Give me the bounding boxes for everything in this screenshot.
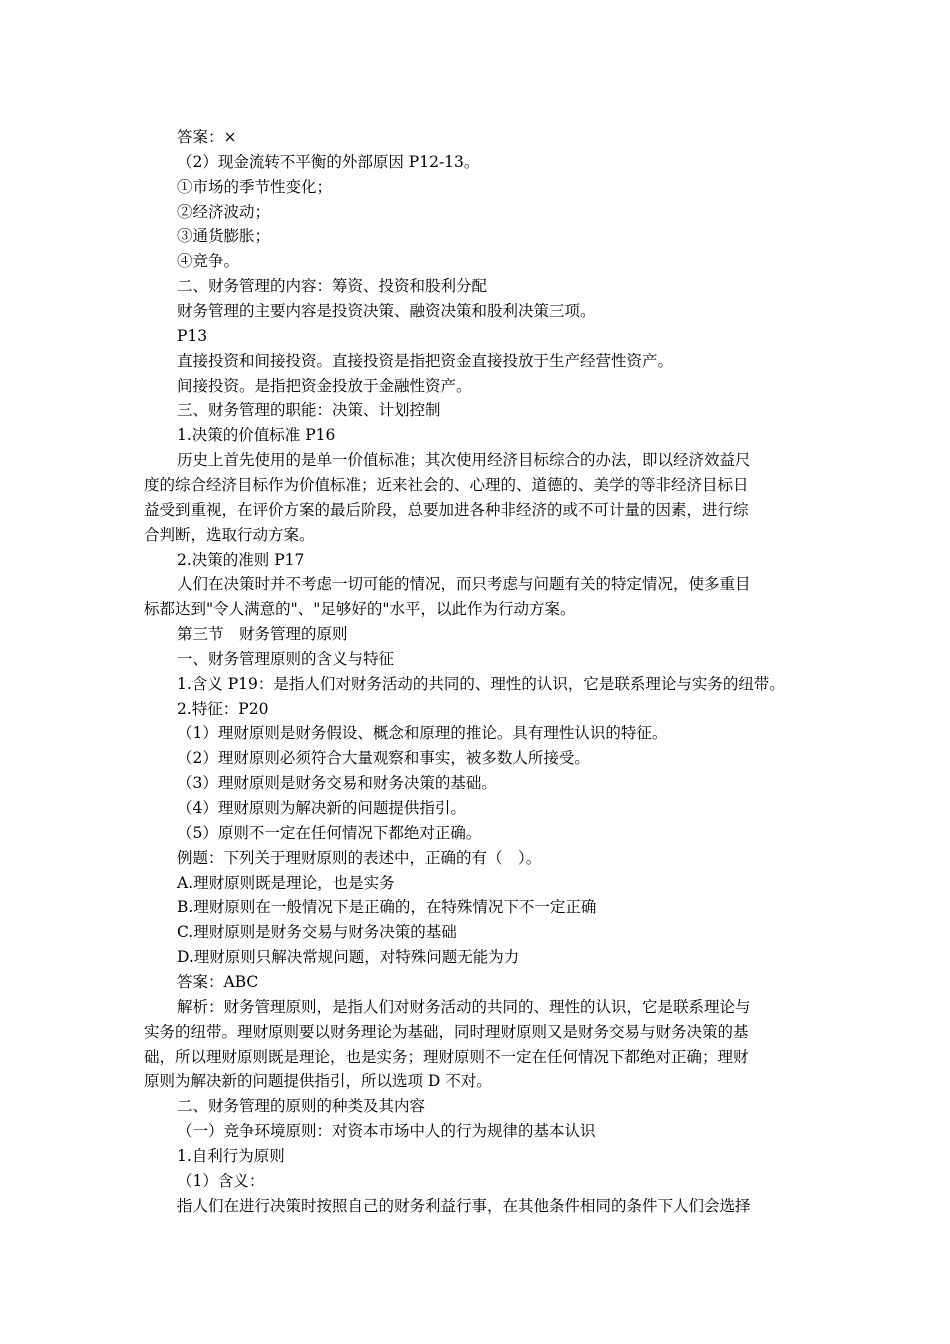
text-line: 历史上首先使用的是单一价值标准；其次使用经济目标综合的办法，即以经济效益尺 (177, 451, 751, 470)
text-line: 1.决策的价值标准 P16 (177, 426, 336, 445)
text-line: ④竞争。 (177, 252, 240, 271)
text-line: 标都达到"令人满意的"、"足够好的"水平，以此作为行动方案。 (144, 600, 576, 619)
text-line: （2）现金流转不平衡的外部原因 P12-13。 (177, 152, 480, 171)
text-line: 答案：ABC (177, 972, 259, 991)
text-line: 间接投资。是指把资金投放于金融性资产。 (177, 376, 472, 395)
text-line: 二、财务管理的原则的种类及其内容 (177, 1097, 426, 1116)
text-line: 实务的纽带。理财原则要以财务理论为基础，同时理财原则又是财务交易与财务决策的基 (144, 1022, 749, 1041)
text-line: 财务管理的主要内容是投资决策、融资决策和股利决策三项。 (177, 302, 596, 320)
text-line: （1）理财原则是财务假设、概念和原理的推论。具有理性认识的特征。 (177, 724, 668, 743)
text-line: 第三节 财务管理的原则 (177, 625, 348, 643)
text-line: 1.自利行为原则 (177, 1146, 285, 1165)
text-line: P13 (177, 326, 208, 345)
text-line: 础，所以理财原则既是理论，也是实务；理财原则不一定在任何情况下都绝对正确；理财 (144, 1047, 749, 1066)
text-line: （2）理财原则必须符合大量观察和事实，被多数人所接受。 (177, 749, 590, 768)
text-line: 例题：下列关于理财原则的表述中，正确的有（ ）。 (177, 848, 542, 867)
text-line: 人们在决策时并不考虑一切可能的情况，而只考虑与问题有关的特定情况，使多重目 (177, 575, 751, 594)
text-line: 答案：× (177, 128, 237, 146)
text-line: A.理财原则既是理论，也是实务 (177, 873, 395, 892)
text-line: （1）含义： (177, 1171, 265, 1190)
text-line: 二、财务管理的内容：筹资、投资和股利分配 (177, 277, 488, 296)
text-line: ③通货膨胀； (177, 227, 271, 246)
text-line: 解析：财务管理原则，是指人们对财务活动的共同的、理性的认识，它是联系理论与 (177, 997, 751, 1016)
text-line: 指人们在进行决策时按照自己的财务利益行事，在其他条件相同的条件下人们会选择 (177, 1196, 751, 1215)
text-line: （4）理财原则为解决新的问题提供指引。 (177, 799, 466, 817)
text-line: 度的综合经济目标作为价值标准；近来社会的、心理的、道德的、美学的等非经济目标日 (144, 475, 749, 494)
text-line: （一）竞争环境原则：对资本市场中人的行为规律的基本认识 (177, 1122, 596, 1140)
text-line: ②经济波动； (177, 202, 271, 221)
text-line: 直接投资和间接投资。直接投资是指把资金直接投放于生产经营性资产。 (177, 351, 674, 370)
text-line: 一、财务管理原则的含义与特征 (177, 649, 395, 668)
text-line: D.理财原则只解决常规问题，对特殊问题无能为力 (177, 948, 520, 967)
text-line: 2.特征：P20 (177, 699, 269, 718)
text-line: 三、财务管理的职能：决策、计划控制 (177, 401, 441, 420)
text-line: （5）原则不一定在任何情况下都绝对正确。 (177, 823, 482, 842)
text-line: （3）理财原则是财务交易和财务决策的基础。 (177, 774, 497, 793)
text-line: 合判断，选取行动方案。 (144, 525, 315, 544)
text-line: 1.含义 P19：是指人们对财务活动的共同的、理性的认识，它是联系理论与实务的纽带。 (177, 674, 785, 693)
text-line: ①市场的季节性变化； (177, 177, 333, 196)
text-line: 2.决策的准则 P17 (177, 550, 305, 569)
text-line: C.理财原则是财务交易与财务决策的基础 (177, 923, 457, 942)
text-line: 原则为解决新的问题提供指引，所以选项 D 不对。 (144, 1072, 492, 1091)
text-line: 益受到重视，在评价方案的最后阶段，总要加进各种非经济的或不可计量的因素，进行综 (144, 500, 749, 519)
text-line: B.理财原则在一般情况下是正确的，在特殊情况下不一定正确 (177, 898, 597, 917)
